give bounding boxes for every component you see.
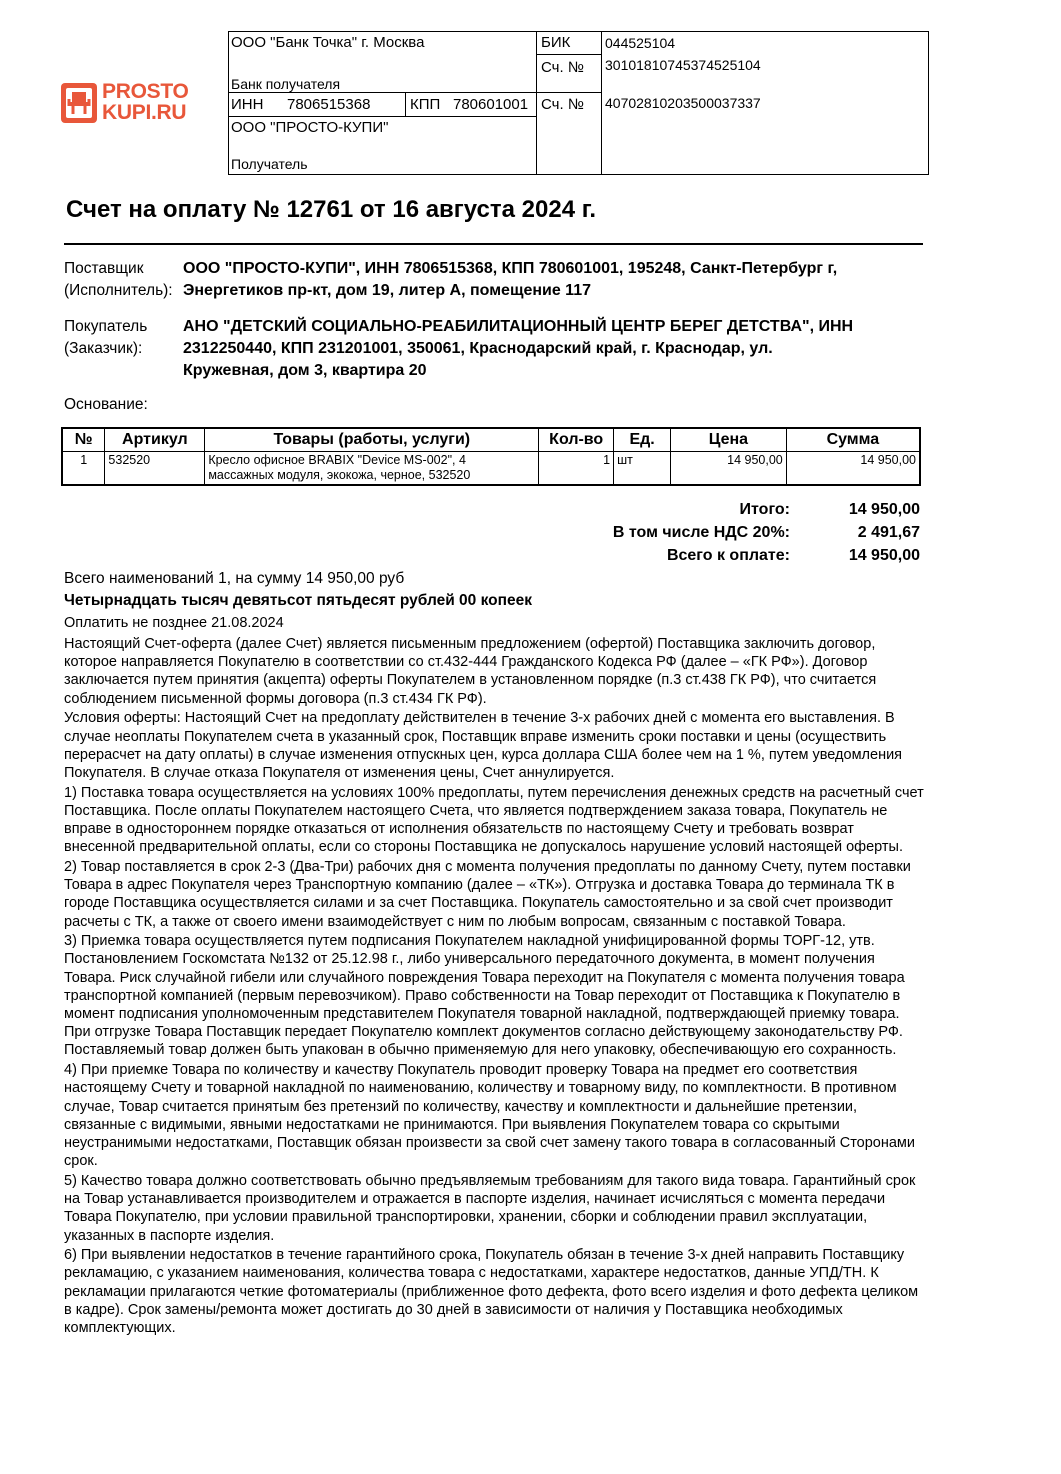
- totals-block: [540, 498, 920, 567]
- buyer-value-line2: 2312250440, КПП 231201001, 350061, Краснодарский край, г. Краснодар, ул.: [183, 340, 773, 357]
- supplier-label-line2: (Исполнитель):: [64, 282, 173, 299]
- col-header-qty: Кол-во: [539, 428, 614, 452]
- col-header-price: Цена: [671, 428, 787, 452]
- summary-block: [64, 569, 924, 633]
- terms-paragraph-conditions: Условия оферты: Настоящий Счет на предоплату действителен в течение 3-х рабочих дней с момента его выставления. В случае неоплаты Покупателем счета в указанный срок, Поставщик вправе изменить сроки поставки и цены (осуществить перерасчет на дату оплаты) в случае изменения отпускных цен, курса доллара США более чем на 1 %, путем уведомления Покупателя. В случае отказа Покупателя от изменения цены, Счет аннулируется.: [64, 710, 903, 781]
- cell-num: 1: [62, 452, 105, 486]
- terms-paragraph-3: 3) Приемка товара осуществляется путем подписания Покупателем накладной унифицированной формы ТОРГ-12, утв. Постановлением Госкомстата №132 от 25.12.98 г., либо универсального передаточного документа, в момент получения Товара. Риск случайной гибели или случайного повреждения Товара переходит на Покупателя с момента получения товара транспортной компанией (первым перевозчиком). Право собственности на Товар переходит от Поставщика к Покупателю в момент подписания уполномоченным представителем Покупателя товарной накладной, подтверждающей приемку товара. При отгрузке Товара Поставщик передает Покупателю комплект документов согласно действующему законодательству РФ. Поставляемый товар должен быть упакован в обычно применяемую для него упаковку, обеспечивающую его сохранность.: [64, 933, 905, 1059]
- goods-table-header: [62, 428, 920, 452]
- due-value: 14 950,00: [848, 547, 920, 564]
- total-row: [540, 498, 920, 521]
- supplier-label: [64, 258, 173, 302]
- vat-value: 2 491,67: [857, 524, 920, 541]
- col-header-goods: Товары (работы, услуги): [205, 428, 539, 452]
- supplier-value-line1: ООО "ПРОСТО-КУПИ", ИНН 7806515368, КПП 780601001, 195248, Санкт-Петербург г,: [183, 260, 838, 277]
- total-label: Итого:: [739, 501, 790, 518]
- cell-goods: [205, 452, 539, 486]
- recipient-caption: Получатель: [231, 156, 308, 172]
- col-header-num: №: [62, 428, 105, 452]
- terms-block: [64, 635, 924, 1339]
- basis-label: Основание:: [64, 396, 148, 413]
- buyer-label-line2: (Заказчик):: [64, 340, 143, 357]
- vat-label: В том числе НДС 20%:: [612, 524, 790, 541]
- terms-paragraph-2: 2) Товар поставляется в срок 2-3 (Два-Три) рабочих дня с момента получения предоплаты по данному Счету, путем поставки Товара в адрес Покупателя через Транспортную компанию (далее – «ТК»). Отгрузка и доставка Товара до терминала ТК в городе Поставщика осуществляется силами и за счет Поставщика. Покупатель самостоятельно и за свой счет производит расчеты с ТК, а также от своего имени взаимодействует с ним по любым вопросам, связанным с поставкой Товара.: [64, 858, 911, 930]
- account-label: Сч. №: [541, 96, 584, 113]
- kpp-label: КПП: [410, 96, 441, 113]
- logo-chair-icon: [60, 82, 100, 126]
- col-header-unit: Ед.: [614, 428, 671, 452]
- buyer-value-line1: АНО "ДЕТСКИЙ СОЦИАЛЬНО-РЕАБИЛИТАЦИОННЫЙ ЦЕНТР БЕРЕГ ДЕТСТВА", ИНН: [183, 318, 854, 335]
- cell-goods-line1: Кресло офисное BRABIX "Device MS-002", 4: [208, 453, 466, 467]
- goods-table: [61, 427, 921, 486]
- cell-article: 532520: [105, 452, 205, 486]
- cell-goods-line2: массажных модуля, экокожа, черное, 532520: [208, 468, 471, 482]
- buyer-label-line1: Покупатель: [64, 318, 148, 335]
- amount-in-words: Четырнадцать тысяч девятьсот пятьдесят рублей 00 копеек: [64, 592, 532, 609]
- col-header-article: Артикул: [105, 428, 205, 452]
- terms-paragraph-offer: Настоящий Счет-оферта (далее Счет) является письменным предложением (офертой) Поставщика заключить договор, которое направляется Покупателю в соответствии со ст.432-444 Гражданского Кодекса РФ (далее – «ГК РФ»). Договор заключается путем принятия (акцепта) оферты Покупателем в установленном порядке (п.3 ст.438 ГК РФ), что считается соблюдением письменной формы договора (п.3 ст.434 ГК РФ).: [64, 636, 877, 707]
- vat-row: [540, 521, 920, 544]
- buyer-value-line3: Кружевная, дом 3, квартира 20: [183, 362, 427, 379]
- account-value: 40702810203500037337: [605, 95, 761, 111]
- items-count-line: Всего наименований 1, на сумму 14 950,00 руб: [64, 570, 405, 587]
- supplier-value: [183, 258, 928, 302]
- title-divider: [64, 243, 923, 245]
- terms-paragraph-6: 6) При выявлении недостатков в течение гарантийного срока, Покупатель обязан в течение 3-х дней направить Поставщику рекламацию, с указанием наименования, количества товара с недостатками, характере недостатков, данные УПД/ТН. К рекламации прилагаются четкие фотоматериалы (приближенное фото дефекта, фото всего изделия и фото дефекта целиком в кадре). Срок замены/ремонта может достигать до 30 дней в зависимости от наличия у Поставщика необходимых комплектующих.: [64, 1247, 919, 1337]
- due-row: [540, 544, 920, 567]
- cell-price: 14 950,00: [671, 452, 787, 486]
- terms-paragraph-4: 4) При приемке Товара по количеству и качеству Покупатель проводит проверку Товара на предмет его соответствия настоящему Счету и товарной накладной по наименованию, количеству и товарному виду, по комплектности. В противном случае, Товар считается принятым без претензий по количеству, качеству и комплектности и дальнейшие претензии, связанные с видимыми, явными недостатками не принимаются. При выявления Покупателем товара со скрытыми неустранимыми недостатками, Поставщик обязан произвести за свой счет замену такого товара в согласованный Сторонами срок.: [64, 1062, 916, 1170]
- inn-label: ИНН: [231, 96, 264, 113]
- terms-paragraph-1: 1) Поставка товара осуществляется на условиях 100% предоплаты, путем перечисления денежных средств на расчетный счет Поставщика. После оплаты Покупателем настоящего Счета, что является подтверждением заказа товара, Покупатель не вправе в одностороннем порядке отказаться от исполнения обязательств по настоящему Счету и требовать возврат внесенной предварительной оплаты, если со стороны Поставщика не допускалось нарушение условий настоящей оферты.: [64, 784, 924, 856]
- bank-name: ООО "Банк Точка" г. Москва: [231, 34, 425, 51]
- supplier-label-line1: Поставщик: [64, 260, 144, 277]
- supplier-value-line2: Энергетиков пр-кт, дом 19, литер А, помещение 117: [183, 282, 591, 299]
- total-value: 14 950,00: [848, 501, 920, 518]
- logo-text-line1: PROSTO: [102, 80, 189, 103]
- corr-account-value: 30101810745374525104: [605, 57, 761, 73]
- invoice-title: Счет на оплату № 12761 от 16 августа 2024 г.: [66, 196, 596, 223]
- bank-details-table: [228, 31, 929, 175]
- inn-value: 7806515368: [287, 96, 371, 113]
- bik-label: БИК: [541, 34, 571, 51]
- col-header-sum: Сумма: [786, 428, 920, 452]
- cell-sum: 14 950,00: [786, 452, 920, 486]
- terms-paragraph-5: 5) Качество товара должно соответствовать обычно предъявляемым требованиям для такого вида товара. Гарантийный срок на Товар устанавливается производителем и отражается в паспорте изделия, начинает исчисляться с момента передачи Товара Покупателю, при условии правильной транспортировки, хранении, сборки и соблюдении правил эксплуатации, указанных в паспорте изделия.: [64, 1172, 916, 1244]
- kpp-value: 780601001: [453, 96, 529, 113]
- bank-caption: Банк получателя: [231, 76, 341, 92]
- cell-unit: шт: [614, 452, 671, 486]
- corr-account-label: Сч. №: [541, 59, 584, 76]
- buyer-value: [183, 316, 928, 382]
- table-row: [62, 452, 920, 486]
- bik-value: 044525104: [605, 35, 676, 51]
- cell-qty: 1: [539, 452, 614, 486]
- logo-text-line2: KUPI.RU: [102, 101, 187, 124]
- recipient-name: ООО "ПРОСТО-КУПИ": [231, 119, 389, 136]
- logo-text: [102, 81, 189, 123]
- buyer-label: [64, 316, 147, 360]
- due-label: Всего к оплате:: [666, 547, 790, 564]
- pay-by-date: Оплатить не позднее 21.08.2024: [64, 615, 284, 631]
